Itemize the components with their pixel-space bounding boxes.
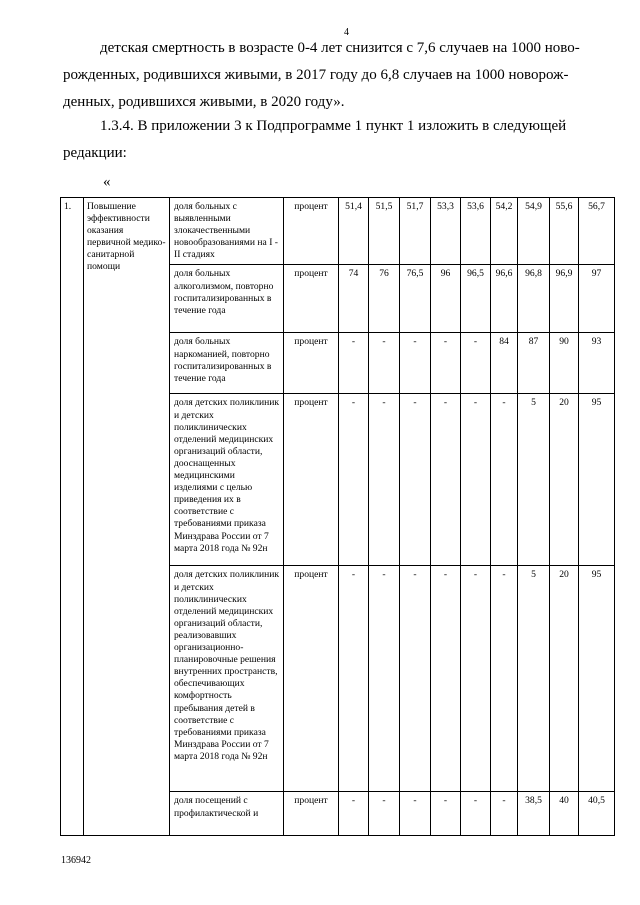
- value-cell: 51,4: [339, 198, 369, 265]
- unit-cell: процент: [284, 394, 339, 566]
- value-cell: -: [491, 792, 518, 836]
- indicator-cell: доля детских поликлиник и детских поликлинических отделений медицинских организаций области, дооснащенных медицинскими изделиями с целью приведения их в соответствие с требованиями приказа Минздрава России от 7 марта 2018 года № 92н: [170, 394, 284, 566]
- value-cell: -: [431, 394, 461, 566]
- unit-cell: процент: [284, 198, 339, 265]
- paragraph-line: 1.3.4. В приложении 3 к Подпрограмме 1 пункт 1 изложить в следующей: [100, 118, 567, 134]
- paragraph-line: денных, родившихся живыми, в 2020 году».: [63, 94, 345, 110]
- value-cell: 74: [339, 265, 369, 333]
- value-cell: 38,5: [518, 792, 550, 836]
- value-cell: -: [461, 792, 491, 836]
- paragraph-line: рожденных, родившихся живыми, в 2017 году до 6,8 случаев на 1000 новорож-: [63, 67, 569, 83]
- value-cell: 20: [550, 566, 579, 792]
- indicator-cell: доля больных наркоманией, повторно госпитализированных в течение года: [170, 333, 284, 394]
- value-cell: -: [400, 394, 431, 566]
- value-cell: 5: [518, 394, 550, 566]
- table-row: [61, 198, 615, 265]
- goal-cell: Повышение эффективности оказания первичной медико-санитарной помощи: [84, 198, 170, 836]
- value-cell: 53,6: [461, 198, 491, 265]
- indicator-cell: доля посещений с профилактической и: [170, 792, 284, 836]
- unit-cell: процент: [284, 566, 339, 792]
- indicator-cell: доля больных алкоголизмом, повторно госпитализированных в течение года: [170, 265, 284, 333]
- value-cell: -: [491, 394, 518, 566]
- value-cell: -: [491, 566, 518, 792]
- value-cell: -: [339, 566, 369, 792]
- paragraph-line: детская смертность в возрасте 0-4 лет снизится с 7,6 случаев на 1000 ново-: [100, 40, 580, 56]
- value-cell: -: [339, 333, 369, 394]
- value-cell: -: [369, 333, 400, 394]
- value-cell: 53,3: [431, 198, 461, 265]
- value-cell: 40: [550, 792, 579, 836]
- value-cell: 84: [491, 333, 518, 394]
- value-cell: -: [369, 394, 400, 566]
- indicators-table: [60, 197, 615, 836]
- page-number: 4: [344, 27, 349, 38]
- open-quote: «: [103, 174, 111, 190]
- value-cell: 96,8: [518, 265, 550, 333]
- indicator-cell: доля детских поликлиник и детских поликлинических отделений медицинских организаций области, реализовавших организационно-планировочные решения внутренних пространств, обеспечивающих комфортность пребывания детей в соответствие с требованиями приказа Минздрава России от 7 марта 2018 года № 92н: [170, 566, 284, 792]
- value-cell: 55,6: [550, 198, 579, 265]
- value-cell: -: [400, 566, 431, 792]
- value-cell: -: [339, 394, 369, 566]
- value-cell: -: [431, 566, 461, 792]
- value-cell: 54,9: [518, 198, 550, 265]
- value-cell: 96: [431, 265, 461, 333]
- value-cell: 95: [579, 566, 615, 792]
- indicator-cell: доля больных с выявленными злокачественными новообразованиями на I - II стадиях: [170, 198, 284, 265]
- paragraph-infant-mortality: [63, 35, 603, 116]
- unit-cell: процент: [284, 792, 339, 836]
- value-cell: 51,7: [400, 198, 431, 265]
- paragraph-amendment: [63, 113, 603, 167]
- value-cell: 96,6: [491, 265, 518, 333]
- value-cell: 20: [550, 394, 579, 566]
- unit-cell: процент: [284, 333, 339, 394]
- value-cell: 5: [518, 566, 550, 792]
- row-number-cell: 1.: [61, 198, 84, 836]
- value-cell: -: [369, 566, 400, 792]
- value-cell: 95: [579, 394, 615, 566]
- value-cell: -: [339, 792, 369, 836]
- value-cell: 56,7: [579, 198, 615, 265]
- value-cell: 76,5: [400, 265, 431, 333]
- value-cell: 93: [579, 333, 615, 394]
- value-cell: 90: [550, 333, 579, 394]
- value-cell: 76: [369, 265, 400, 333]
- value-cell: 87: [518, 333, 550, 394]
- value-cell: 96,5: [461, 265, 491, 333]
- value-cell: 40,5: [579, 792, 615, 836]
- value-cell: -: [461, 333, 491, 394]
- value-cell: 96,9: [550, 265, 579, 333]
- value-cell: -: [369, 792, 400, 836]
- value-cell: -: [431, 792, 461, 836]
- value-cell: -: [431, 333, 461, 394]
- document-id: 136942: [61, 855, 91, 866]
- value-cell: 97: [579, 265, 615, 333]
- value-cell: -: [461, 566, 491, 792]
- value-cell: -: [400, 792, 431, 836]
- value-cell: -: [400, 333, 431, 394]
- unit-cell: процент: [284, 265, 339, 333]
- value-cell: 54,2: [491, 198, 518, 265]
- value-cell: -: [461, 394, 491, 566]
- paragraph-line: редакции:: [63, 145, 127, 161]
- value-cell: 51,5: [369, 198, 400, 265]
